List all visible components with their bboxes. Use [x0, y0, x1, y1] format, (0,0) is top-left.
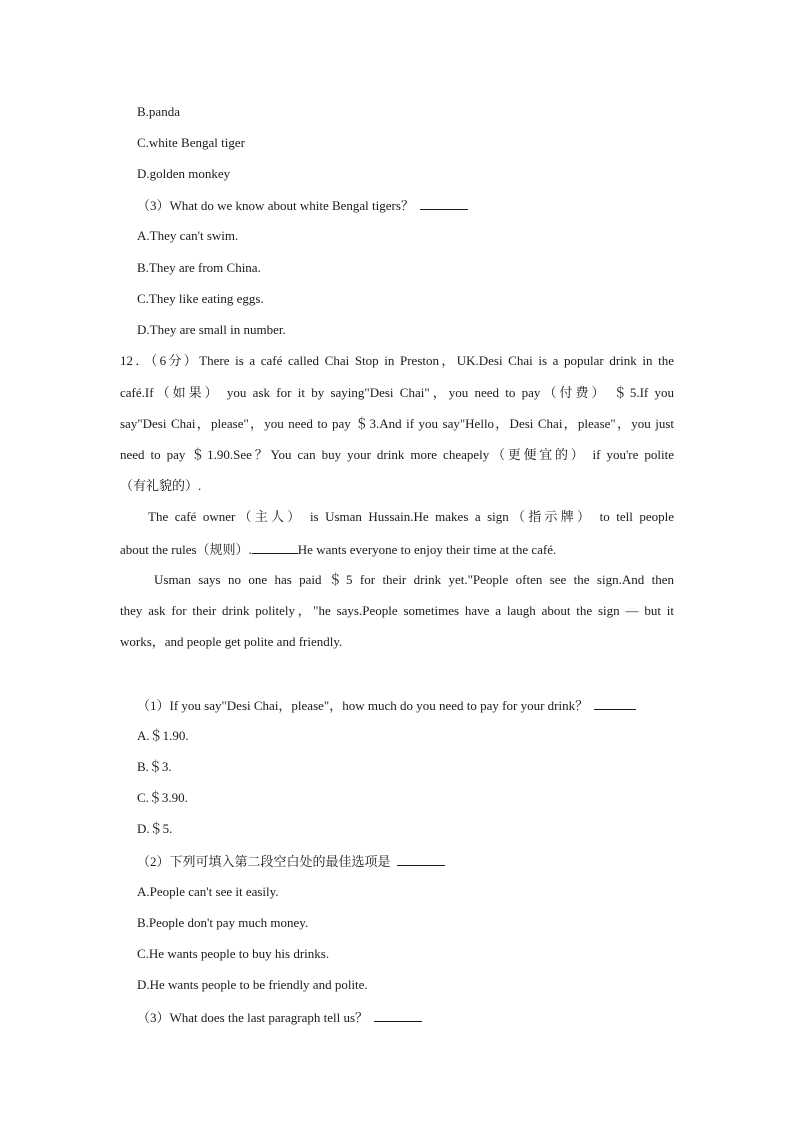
option-d: D.＄5.: [137, 821, 173, 836]
option-d: D.He wants people to be friendly and polite.: [137, 977, 368, 992]
option-a: A.＄1.90.: [137, 728, 189, 743]
sub-question-3-prev-text: （3）What do we know about white Bengal tigers？: [137, 198, 414, 213]
option-d-golden-monkey: D.golden monkey: [137, 166, 231, 181]
paragraph-2-text-before: about the rules（规则）.: [120, 542, 252, 557]
option-d: D.They are small in number.: [137, 322, 286, 337]
sub-question-2: [137, 852, 445, 871]
option-b: B.They are from China.: [137, 260, 261, 275]
option-c: C.They like eating eggs.: [137, 291, 264, 306]
passage-line-3: say"Desi Chai，please"，you need to pay ＄3.And if you say"Hello，Desi Chai，please"，you just: [120, 416, 674, 431]
sub-question-3-text: （3）What does the last paragraph tell us？: [137, 1010, 369, 1025]
sub-question-2-text: （2）下列可填入第二段空白处的最佳选项是: [137, 854, 391, 869]
sub-question-1-text: （1）If you say"Desi Chai，please"，how much do you need to pay for your drink？: [137, 698, 589, 713]
answer-blank: [420, 196, 468, 210]
passage-line-1: 12．（6分）There is a café called Chai Stop in Preston，UK.Desi Chai is a popular drink in the: [120, 353, 674, 368]
passage-line-5: （有礼貌的）.: [120, 478, 202, 493]
answer-blank: [374, 1008, 422, 1022]
option-c-white-bengal-tiger: C.white Bengal tiger: [137, 135, 245, 150]
paragraph-2-text-after: He wants everyone to enjoy their time at the café.: [297, 542, 557, 557]
option-c: C.＄3.90.: [137, 790, 188, 805]
option-b: B.People don't pay much money.: [137, 915, 309, 930]
paragraph-3-line-1: Usman says no one has paid ＄5 for their drink yet."People often see the sign.And then: [154, 572, 674, 587]
option-c: C.He wants people to buy his drinks.: [137, 946, 330, 961]
answer-blank: [397, 852, 445, 866]
passage-blank: [252, 540, 298, 554]
answer-blank: [594, 696, 636, 710]
passage-line-2: café.If（如果） you ask for it by saying"Desi Chai"，you need to pay（付费） ＄5.If you: [120, 385, 674, 400]
sub-question-3-prev: [137, 196, 468, 215]
option-a: A.People can't see it easily.: [137, 884, 279, 899]
paragraph-3-line-3: works，and people get polite and friendly.: [120, 634, 343, 649]
option-b: B.＄3.: [137, 759, 172, 774]
option-a: A.They can't swim.: [137, 228, 239, 243]
paragraph-2-line-2: [120, 540, 674, 559]
paragraph-3-line-2: they ask for their drink politely，"he says.People sometimes have a laugh about the sign — but it: [120, 603, 674, 618]
paragraph-2-line-1: The café owner（主人） is Usman Hussain.He makes a sign（指示牌） to tell people: [148, 509, 674, 524]
option-b-panda: B.panda: [137, 104, 180, 119]
passage-line-4: need to pay ＄1.90.See？You can buy your drink more cheapely（更便宜的） if you're polite: [120, 447, 674, 462]
sub-question-1: [137, 696, 636, 715]
sub-question-3: [137, 1008, 422, 1027]
